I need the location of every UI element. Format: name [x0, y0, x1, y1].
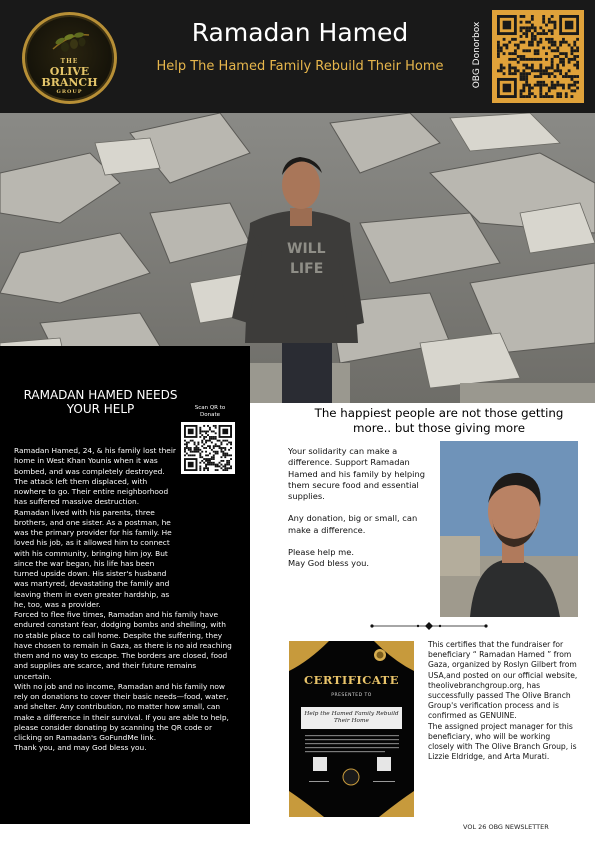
- newsletter-footer: VOL 26 OBG NEWSLETTER: [463, 823, 549, 831]
- appeal-text: [288, 446, 433, 570]
- scan-qr-label: Scan QR to Donate: [194, 405, 226, 418]
- qr-pattern-icon: [497, 15, 579, 98]
- story-panel: [0, 346, 250, 824]
- donorbox-caption-text: OBG Donorbox: [472, 21, 482, 89]
- svg-text:WILL: WILL: [287, 241, 326, 257]
- story-paragraph: With no job and no income, Ramadan and his family now rely on donations to cover their basic needs—food, water, and shelter. Any contribution, no matter how small, can make a difference in their survival. If you are able to help, please consider donating by scanning the QR code or clicking on Ramadan's GoFundMe link.: [14, 681, 229, 742]
- page-subtitle: Help The Hamed Family Rebuild Their Home: [156, 59, 444, 74]
- certificate-image: [289, 641, 414, 817]
- page-title: Ramadan Hamed: [191, 18, 409, 47]
- certificate-paragraph: This certifies that the fundraiser for beneficiary “ Ramadan Hamed ” from Gaza, organized by Roslyn Gilbert from USA,and posted on our official website, theolivebranchgroup.org, has successfully passed The Olive Branch Group's verification process and is confirmed as GENUINE.: [428, 640, 578, 721]
- appeal-paragraph: Any donation, big or small, can make a difference.: [288, 513, 418, 535]
- appeal-paragraph: Your solidarity can make a difference. Support Ramadan Hamed and his family by helping them secure food and essential supplies.: [288, 446, 426, 502]
- story-paragraph: Forced to flee five times, Ramadan and his family have endured constant fear, dodging bombs and shelling, with no stable place to call home. Despite the suffering, they have chosen to remain in Gaza, as there is no aid reaching them and no way to escape. The borders are closed, food and supplies are scarce, and their future remains uncertain.: [14, 610, 232, 681]
- portrait-image: [440, 441, 578, 617]
- olive-branch-logo: [22, 12, 117, 104]
- ornament-divider: [370, 622, 488, 630]
- appeal-line: May God bless you.: [288, 558, 370, 569]
- donorbox-caption: [470, 10, 484, 104]
- certificate-frame-icon: [289, 641, 414, 817]
- olive-icon: [51, 29, 91, 55]
- svg-text:LIFE: LIFE: [290, 261, 324, 277]
- certificate-ribbon: Help the Hamed Family Rebuild Their Home: [301, 707, 402, 729]
- logo-line-2: OLIVE BRANCH: [41, 65, 98, 89]
- certificate-title: CERTIFICATE: [303, 673, 400, 687]
- certificate-text: [428, 640, 578, 762]
- donorbox-qr-code[interactable]: [492, 10, 584, 103]
- logo-line-3: GROUP: [56, 89, 83, 95]
- appeal-line: Please help me.: [288, 547, 354, 558]
- story-heading: RAMADAN HAMED NEEDS YOUR HELP: [23, 388, 178, 416]
- certificate-paragraph: The assigned project manager for this beneficiary, who will be working closely with The Olive Branch Group, is Lizzie Eldridge, and Arta Murati.: [428, 721, 577, 762]
- certificate-presented: PRESENTED TO: [331, 693, 372, 698]
- story-paragraph: Thank you, and may God bless you.: [14, 743, 147, 753]
- header-banner: [0, 0, 595, 113]
- giving-quote: The happiest people are not those getting more.. but those giving more: [314, 406, 564, 435]
- portrait-photo: [440, 441, 578, 617]
- story-paragraph: Ramadan Hamed, 24, & his family lost their home in West Khan Younis when it was bombed, and was completely destroyed. The attack left them displaced, with nowhere to go. Their entire neighborhood has suffered massive destruction. Ramadan lived with his parents, three brothers, and one sister. As a postman, he was the primary provider for his family. He loved his job, as it allowed him to connect with his community, bringing him joy. But since the war began, his life has been turned upside down. His sister's husband was martyred, devastating the family and leaving them in even greater hardship, as he, too, was a provider.: [14, 446, 176, 609]
- logo-line-1: THE: [60, 58, 79, 65]
- story-body: [14, 446, 236, 754]
